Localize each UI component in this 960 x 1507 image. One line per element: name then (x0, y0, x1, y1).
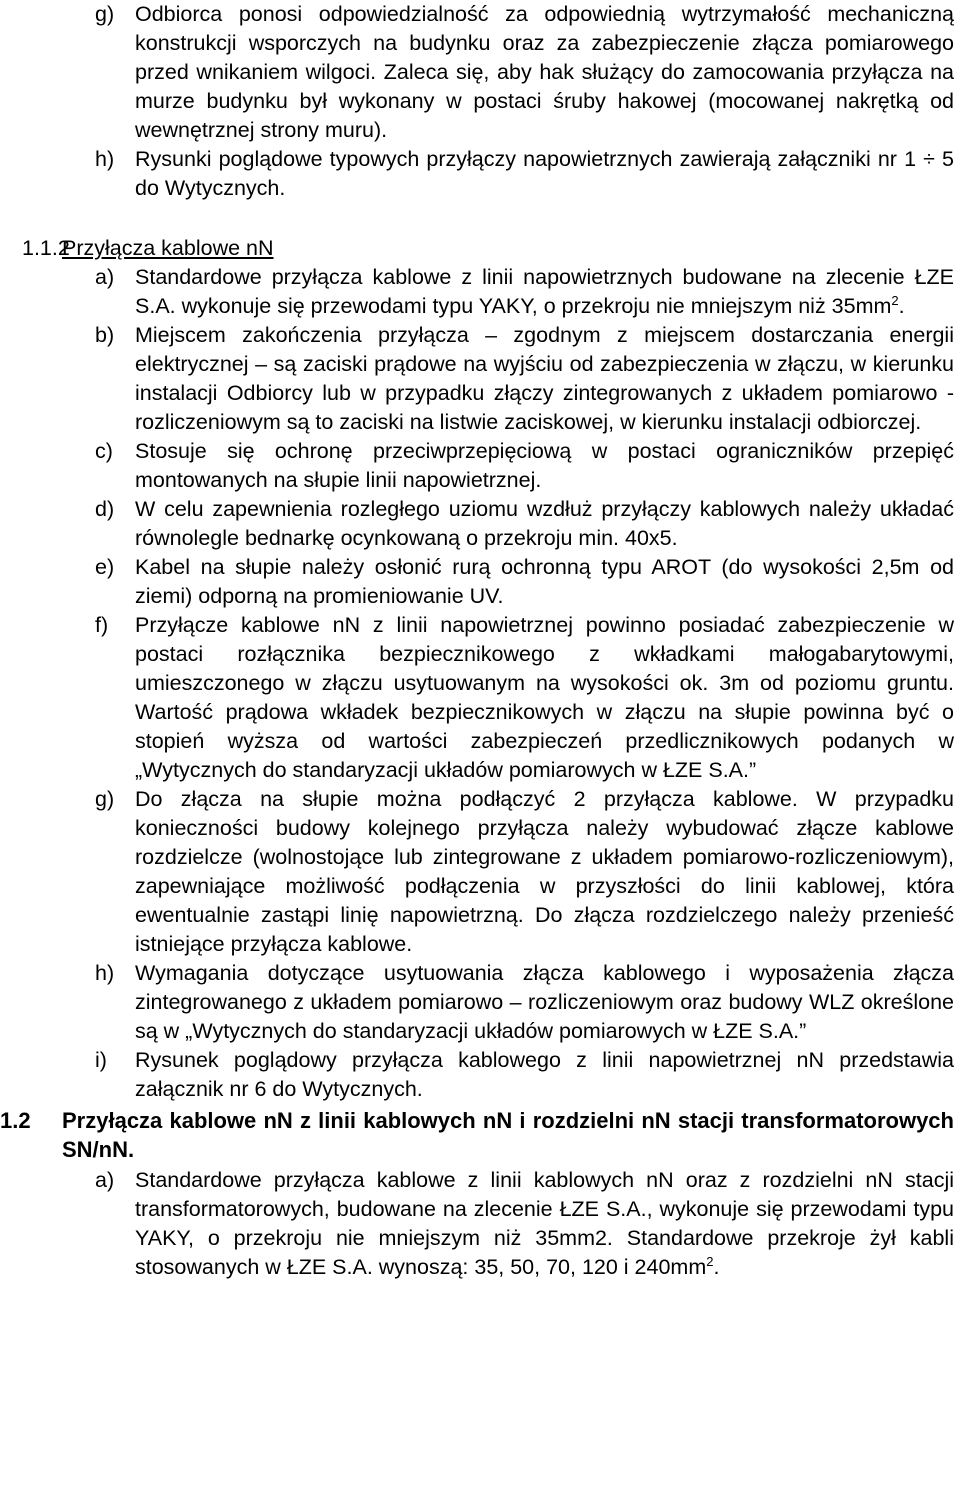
item-text: Kabel na słupie należy osłonić rurą ochronną typu AROT (do wysokości 2,5m od ziemi) odporną na promieniowanie UV. (135, 555, 954, 608)
list-item (0, 1046, 960, 1104)
superscript: 2 (706, 1253, 714, 1269)
item-text: Rysunki poglądowe typowych przyłączy napowietrznych zawierają załączniki nr 1 ÷ 5 do Wytycznych. (135, 147, 954, 200)
item-text: Rysunek poglądowy przyłącza kablowego z linii napowietrznej nN przedstawia załącznik nr 6 do Wytycznych. (135, 1048, 954, 1101)
item-label: g) (95, 2, 115, 26)
section-heading-1-2 (0, 1106, 960, 1164)
item-text: Odbiorca ponosi odpowiedzialność za odpowiednią wytrzymałość mechaniczną konstrukcji wsporczych na budynku oraz za zabezpieczenie złącza pomiarowego przed wnikaniem wilgoci. Zaleca się, aby hak służący do zamocowania przyłącza na murze budynku był wykonany w postaci śruby hakowej (mocowanej nakrętką od wewnętrznej strony muru). (135, 2, 954, 142)
list-item (0, 321, 960, 437)
item-label: i) (95, 1048, 107, 1072)
section-number: 1.2 (0, 1108, 31, 1133)
item-text: Stosuje się ochronę przeciwprzepięciową w postaci ograniczników przepięć montowanych na słupie linii napowietrznej. (135, 439, 954, 492)
item-label: h) (95, 961, 115, 985)
section-title: Przyłącza kablowe nN z linii kablowych nN i rozdzielni nN stacji transformatorowych SN/nN. (62, 1108, 954, 1162)
list-item (0, 437, 960, 495)
item-tail: . (898, 294, 905, 318)
item-text: Standardowe przyłącza kablowe z linii napowietrznych budowane na zlecenie ŁZE S.A. wykonuje się przewodami typu YAKY, o przekroju nie mniejszym niż 35mm (135, 265, 954, 318)
section-heading-1-1-2 (0, 234, 960, 263)
list-item (0, 263, 960, 321)
item-label: h) (95, 147, 115, 171)
list-item-g (0, 0, 960, 145)
item-label: a) (95, 1168, 115, 1192)
item-label: f) (95, 613, 109, 637)
list-item (0, 495, 960, 553)
item-label: g) (95, 787, 115, 811)
list-item (0, 1166, 960, 1282)
item-label: e) (95, 555, 115, 579)
section-number: 1.1.2 (22, 236, 70, 260)
item-text: Do złącza na słupie można podłączyć 2 przyłącza kablowe. W przypadku konieczności budowy kolejnego przyłącza należy wybudować złącze kablowe rozdzielcze (wolnostojące lub zintegrowane z układem pomiarowo-rozliczeniowym), zapewniające możliwość podłączenia w przyszłości do linii kablowej, która ewentualnie zastąpi linię napowietrzną. Do złącza rozdzielczego należy przenieść istniejące przyłącza kablowe. (135, 787, 954, 956)
item-tail: . (713, 1255, 720, 1279)
list-item-h (0, 145, 960, 203)
section-title: Przyłącza kablowe nN (62, 236, 274, 260)
item-label: a) (95, 265, 115, 289)
item-text: Wymagania dotyczące usytuowania złącza kablowego i wyposażenia złącza zintegrowanego z układem pomiarowo – rozliczeniowym oraz budowy WLZ określone są w „Wytycznych do standaryzacji układów pomiarowych w ŁZE S.A.” (135, 961, 954, 1043)
item-text: Przyłącze kablowe nN z linii napowietrznej powinno posiadać zabezpieczenie w postaci rozłącznika bezpiecznikowego z wkładkami małogabarytowymi, umieszczonego w złączu usytuowanym na wysokości ok. 3m od poziomu gruntu. Wartość prądowa wkładek bezpiecznikowych w złączu na słupie powinna być o stopień wyższa od wartości zabezpieczeń przedlicznikowych podanych w „Wytycznych do standaryzacji układów pomiarowych w ŁZE S.A.” (135, 613, 954, 782)
superscript: 2 (891, 292, 899, 308)
item-text: W celu zapewnienia rozległego uziomu wzdłuż przyłączy kablowych należy układać równolegle bednarkę ocynkowaną o przekroju min. 40x5. (135, 497, 954, 550)
item-text: Miejscem zakończenia przyłącza – zgodnym z miejscem dostarczania energii elektrycznej – są zaciski prądowe na wyjściu od zabezpieczenia w złączu, w kierunku instalacji Odbiorcy lub w przypadku złączy zintegrowanych z układem pomiarowo - rozliczeniowym są to zaciski na listwie zaciskowej, w kierunku instalacji odbiorczej. (135, 323, 954, 434)
list-item (0, 785, 960, 959)
list-item (0, 959, 960, 1046)
list-item (0, 553, 960, 611)
list-item (0, 611, 960, 785)
item-text: Standardowe przyłącza kablowe z linii kablowych nN oraz z rozdzielni nN stacji transformatorowych, budowane na zlecenie ŁZE S.A., wykonuje się przewodami typu YAKY, o przekroju nie mniejszym niż 35mm2. Standardowe przekroje żył kabli stosowanych w ŁZE S.A. wynoszą: 35, 50, 70, 120 i 240mm (135, 1168, 954, 1279)
item-label: b) (95, 323, 115, 347)
item-label: c) (95, 439, 113, 463)
item-label: d) (95, 497, 115, 521)
